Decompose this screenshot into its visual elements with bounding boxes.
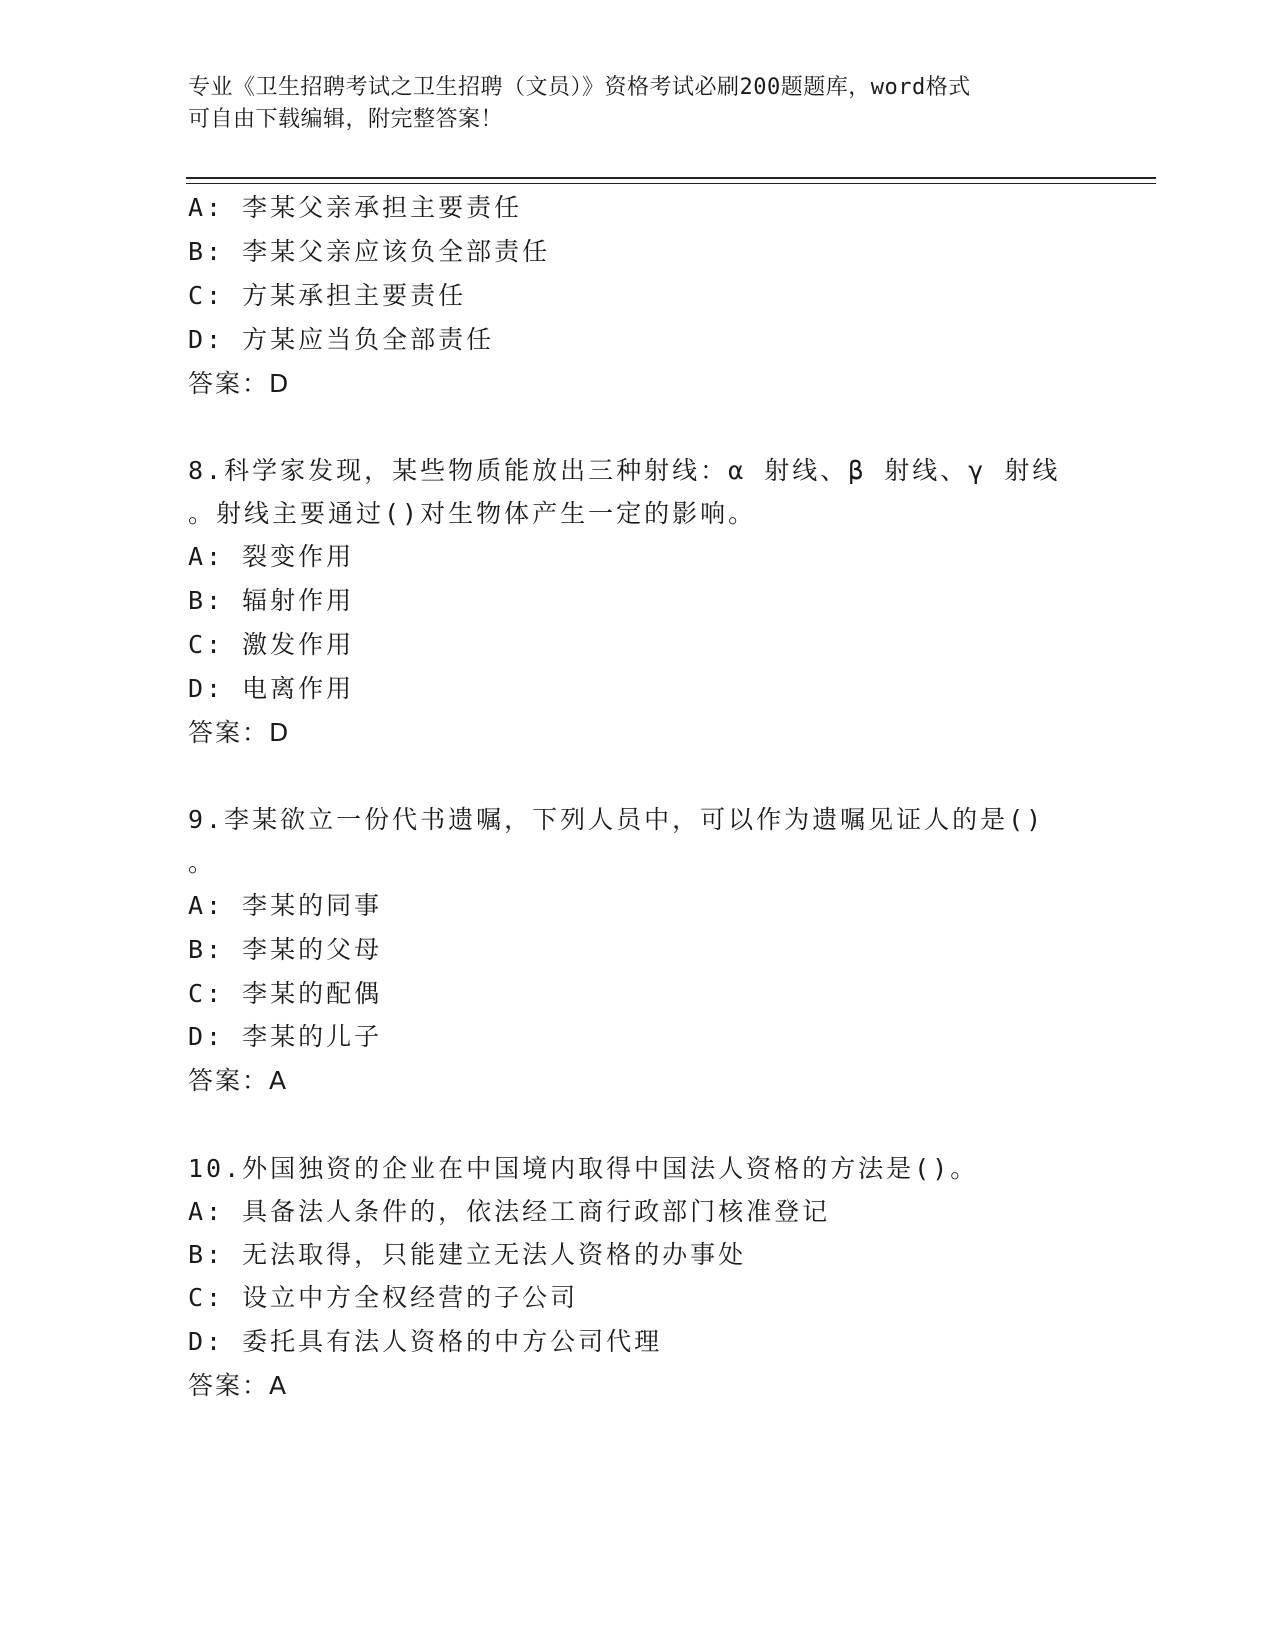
q8-option-c: C: 激发作用	[188, 630, 355, 659]
q10-option-a: A: 具备法人条件的，依法经工商行政部门核准登记	[188, 1197, 831, 1226]
q10-answer: 答案：A	[188, 1371, 289, 1400]
q9-option-b: B: 李某的父母	[188, 935, 383, 964]
q7-option-c: C: 方某承担主要责任	[188, 281, 467, 310]
q7-option-a: A: 李某父亲承担主要责任	[188, 193, 523, 222]
document-header	[188, 72, 1088, 136]
q9-option-d: D: 李某的儿子	[188, 1022, 383, 1051]
q9-answer: 答案：A	[188, 1066, 289, 1095]
header-line-1: 专业《卫生招聘考试之卫生招聘（文员）》资格考试必刷200题题库，word格式	[188, 75, 971, 100]
q10-stem: 10.外国独资的企业在中国境内取得中国法人资格的方法是()。	[188, 1154, 979, 1183]
q8-stem-line-2: 。射线主要通过()对生物体产生一定的影响。	[188, 499, 757, 528]
q8-stem-line-1: 8.科学家发现，某些物质能放出三种射线：α 射线、β 射线、γ 射线	[188, 456, 1061, 485]
q8-option-a: A: 裂变作用	[188, 542, 355, 571]
q10-option-b: B: 无法取得，只能建立无法人资格的办事处	[188, 1240, 747, 1269]
q9-option-a: A: 李某的同事	[188, 891, 383, 920]
q9-stem-line-1: 9.李某欲立一份代书遗嘱，下列人员中，可以作为遗嘱见证人的是()	[188, 805, 1045, 834]
q9-option-c: C: 李某的配偶	[188, 979, 383, 1008]
q8-answer: 答案：D	[188, 718, 291, 747]
header-line-2: 可自由下载编辑，附完整答案！	[188, 107, 504, 132]
q10-option-d: D: 委托具有法人资格的中方公司代理	[188, 1327, 663, 1356]
q9-stem-line-2: 。	[188, 848, 217, 877]
q7-option-d: D: 方某应当负全部责任	[188, 325, 495, 354]
q8-option-b: B: 辐射作用	[188, 586, 355, 615]
q10-option-c: C: 设立中方全权经营的子公司	[188, 1283, 579, 1312]
header-rule-thick	[186, 177, 1156, 179]
q7-answer: 答案：D	[188, 369, 291, 398]
q7-option-b: B: 李某父亲应该负全部责任	[188, 237, 551, 266]
header-rule-thin	[186, 183, 1156, 184]
q8-option-d: D: 电离作用	[188, 674, 355, 703]
